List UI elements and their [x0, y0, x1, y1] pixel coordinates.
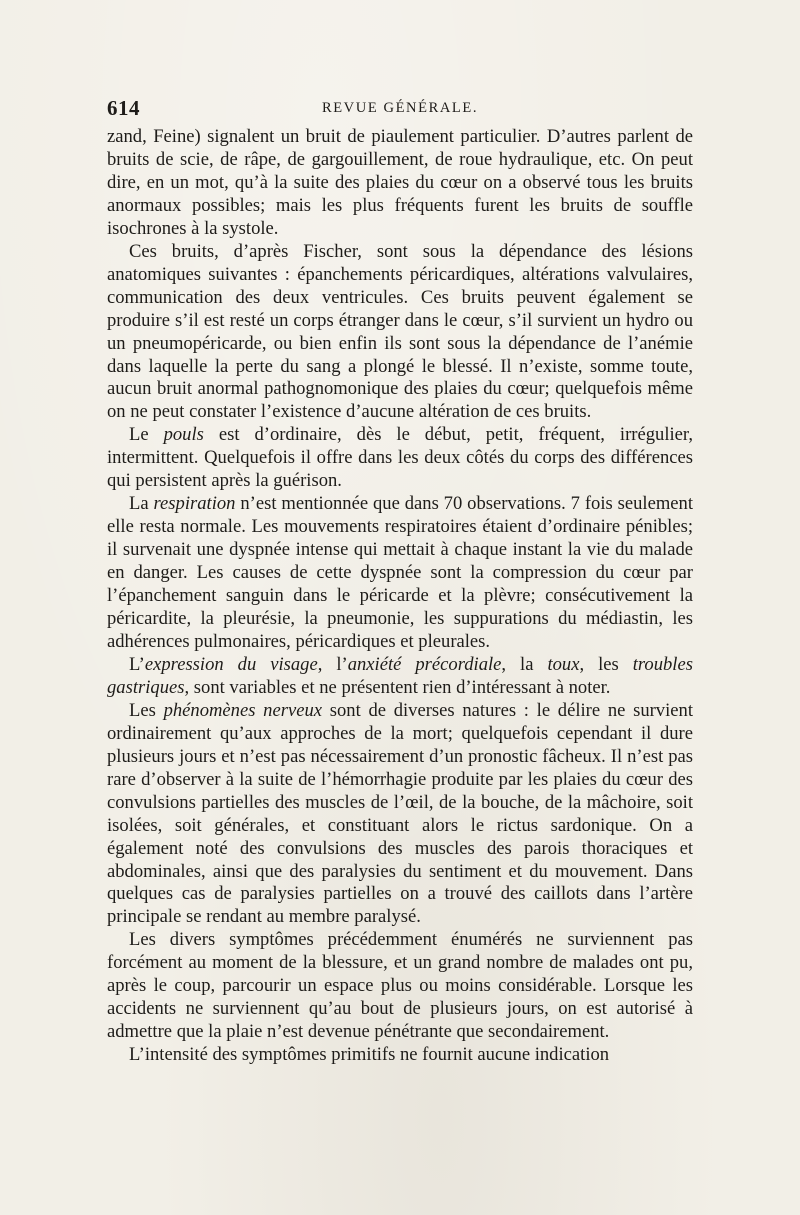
text-run: L’intensité des symptômes primitifs ne fournit aucune indication: [129, 1044, 610, 1066]
text-run: n’est mentionnée que dans 70 observations. 7 fois seulement elle resta normale. Les mouvements respiratoires étaient d’ordinaire pénibles; il survenait une dyspnée intense qui mettait à chaque instant la vie du malade en danger. Les causes de cette dyspnée sont la compression du cœur par l’épanchement sanguin dans le péricarde et la plèvre; consécutivement la péricardite, la pleurésie, la pneumonie, les suppurations du médiastin, les adhérences pulmonaires, péricardiques et pleurales.: [107, 493, 693, 652]
paragraph: [107, 654, 693, 700]
italic-text: anxiété précordiale: [347, 653, 502, 675]
italic-text: phénomènes nerveux: [163, 699, 323, 721]
text-run: Les: [129, 699, 164, 721]
paragraph: [107, 700, 693, 930]
paragraph: [107, 424, 693, 493]
text-run: Le: [129, 424, 164, 446]
paragraph: [107, 493, 693, 654]
text-run: , l’: [317, 653, 348, 675]
italic-text: troubles gastriques: [107, 653, 693, 698]
text-run: L’: [129, 653, 145, 675]
text-run: Ces bruits, d’après Fischer, sont sous la dépendance des lésions anatomiques suivantes : épanchements péricardiques, altérations valvulaires, communication des deux ventricules. Ces bruits peuvent également se produire s’il est resté un corps étranger dans le cœur, s’il survient un hydro ou un pneumopéricarde, ou bien enfin ils sont sous la dépendance de l’anémie dans laquelle la perte du sang a plongé le blessé. Il n’existe, somme toute, aucun bruit anormal pathognomonique des plaies du cœur; quelquefois même on ne peut constater l’existence d’aucune altération de ces bruits.: [107, 240, 693, 423]
text-run: Les divers symptômes précédemment énumérés ne surviennent pas forcément au moment de la blessure, et un grand nombre de malades ont pu, après le coup, parcourir un espace plus ou moins considérable. Lorsque les accidents ne surviennent qu’au bout de plusieurs jours, on est autorisé à admettre que la plaie n’est devenue pénétrante que secondairement.: [107, 929, 693, 1043]
page-number: 614: [107, 96, 140, 120]
paragraph: [107, 241, 693, 425]
body-text: [107, 126, 693, 1067]
paragraph: [107, 929, 693, 1044]
text-run: , sont variables et ne présentent rien d’intéressant à noter.: [184, 676, 611, 698]
text-run: zand, Feine) signalent un bruit de piaulement particulier. D’autres parlent de bruits de scie, de râpe, de gargouillement, de roue hydraulique, etc. On peut dire, en un mot, qu’à la suite des plaies du cœur on a observé tous les bruits anormaux possibles; mais les plus fréquents furent les bruits de souffle isochrones à la systole.: [107, 126, 693, 239]
text-run: sont de diverses natures : le délire ne survient ordinairement qu’aux approches de la mort; quelquefois cependant il dure plusieurs jours et n’est pas nécessairement d’un pronostic fâcheux. Il n’est pas rare d’observer à la suite de l’hémorrhagie produite par les plaies du cœur des convulsions partielles des muscles de l’œil, de la bouche, de la mâchoire, soit isolées, soit générales, et constituant alors le rictus sardonique. On a également noté des convulsions des muscles des parois thoraciques et abdominales, ainsi que des paralysies du sentiment et du mouvement. Dans quelques cas de paralysies partielles on a trouvé des caillots dans l’artère principale se rendant au membre paralysé.: [107, 699, 693, 928]
text-run: , les: [579, 653, 633, 675]
paragraph: [107, 126, 693, 241]
italic-text: respiration: [153, 493, 236, 515]
text-run: est d’ordinaire, dès le début, petit, fréquent, irrégulier, intermittent. Quelquefois il offre dans les deux côtés du corps des différences qui persistent après la guérison.: [107, 424, 693, 492]
page-header: [107, 96, 693, 120]
italic-text: expression du visage: [144, 653, 318, 675]
text-run: , la: [501, 653, 548, 675]
italic-text: pouls: [163, 424, 204, 446]
paragraph: [107, 1044, 693, 1067]
text-run: La: [129, 493, 154, 515]
running-title: REVUE GÉNÉRALE.: [321, 100, 479, 116]
italic-text: toux: [547, 653, 580, 675]
